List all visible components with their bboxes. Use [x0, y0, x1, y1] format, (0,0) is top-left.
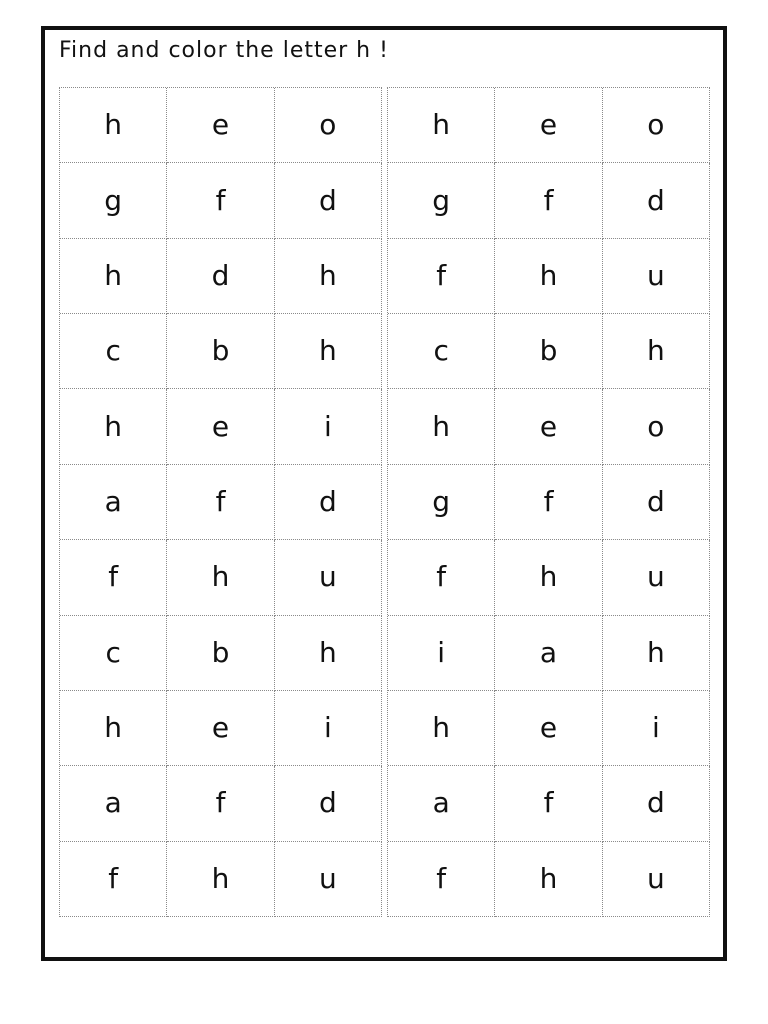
letter-cell[interactable]: i [603, 691, 710, 766]
letter-cell[interactable]: g [388, 465, 495, 540]
letter-cell[interactable]: u [275, 842, 382, 917]
letter-cell[interactable]: e [495, 88, 602, 163]
letter-cell[interactable]: h [60, 389, 167, 464]
letter-cell[interactable]: f [388, 239, 495, 314]
letter-cell[interactable]: h [275, 616, 382, 691]
letter-cell[interactable]: u [275, 540, 382, 615]
letter-cell[interactable]: f [388, 842, 495, 917]
letter-cell[interactable]: d [603, 163, 710, 238]
letter-cell[interactable]: b [495, 314, 602, 389]
letter-cell[interactable]: f [495, 766, 602, 841]
letter-cell[interactable]: a [60, 766, 167, 841]
letter-cell[interactable]: f [60, 842, 167, 917]
letter-cell[interactable]: a [388, 766, 495, 841]
letter-cell[interactable]: f [495, 163, 602, 238]
letter-cell[interactable]: h [275, 239, 382, 314]
letter-cell[interactable]: i [275, 389, 382, 464]
letter-cell[interactable]: a [60, 465, 167, 540]
letter-cell[interactable]: h [167, 842, 274, 917]
letter-cell[interactable]: f [495, 465, 602, 540]
letter-cell[interactable]: o [603, 88, 710, 163]
letter-cell[interactable]: e [167, 691, 274, 766]
letter-cell[interactable]: u [603, 540, 710, 615]
letter-cell[interactable]: h [275, 314, 382, 389]
letter-cell[interactable]: h [603, 616, 710, 691]
letter-cell[interactable]: e [495, 389, 602, 464]
letter-cell[interactable]: b [167, 616, 274, 691]
letter-cell[interactable]: h [60, 88, 167, 163]
letter-cell[interactable]: o [275, 88, 382, 163]
letter-cell[interactable]: c [388, 314, 495, 389]
letter-cell[interactable]: i [275, 691, 382, 766]
letter-cell[interactable]: e [167, 88, 274, 163]
letter-cell[interactable]: d [275, 163, 382, 238]
letter-cell[interactable]: h [60, 239, 167, 314]
worksheet-title: Find and color the letter h ! [59, 38, 389, 63]
letter-cell[interactable]: i [388, 616, 495, 691]
letter-cell[interactable]: d [603, 766, 710, 841]
letter-cell[interactable]: h [167, 540, 274, 615]
letter-cell[interactable]: c [60, 616, 167, 691]
letter-cell[interactable]: f [60, 540, 167, 615]
letter-cell[interactable]: o [603, 389, 710, 464]
letter-cell[interactable]: h [603, 314, 710, 389]
letter-cell[interactable]: e [495, 691, 602, 766]
letter-cell[interactable]: h [388, 389, 495, 464]
letter-cell[interactable]: u [603, 239, 710, 314]
letter-cell[interactable]: h [495, 239, 602, 314]
letter-cell[interactable]: g [388, 163, 495, 238]
letter-cell[interactable]: d [275, 465, 382, 540]
letter-cell[interactable]: e [167, 389, 274, 464]
left-letter-grid [59, 87, 382, 917]
letter-cell[interactable]: c [60, 314, 167, 389]
letter-cell[interactable]: f [167, 465, 274, 540]
letter-cell[interactable]: d [603, 465, 710, 540]
worksheet-frame [41, 26, 727, 961]
letter-cell[interactable]: u [603, 842, 710, 917]
letter-cell[interactable]: d [167, 239, 274, 314]
letter-cell[interactable]: f [388, 540, 495, 615]
letter-cell[interactable]: h [388, 691, 495, 766]
letter-cell[interactable]: h [495, 842, 602, 917]
letter-cell[interactable]: f [167, 163, 274, 238]
letter-cell[interactable]: g [60, 163, 167, 238]
letter-cell[interactable]: h [495, 540, 602, 615]
letter-cell[interactable]: f [167, 766, 274, 841]
letter-cell[interactable]: h [60, 691, 167, 766]
right-letter-grid [387, 87, 710, 917]
letter-cell[interactable]: a [495, 616, 602, 691]
letter-cell[interactable]: d [275, 766, 382, 841]
letter-cell[interactable]: b [167, 314, 274, 389]
letter-cell[interactable]: h [388, 88, 495, 163]
